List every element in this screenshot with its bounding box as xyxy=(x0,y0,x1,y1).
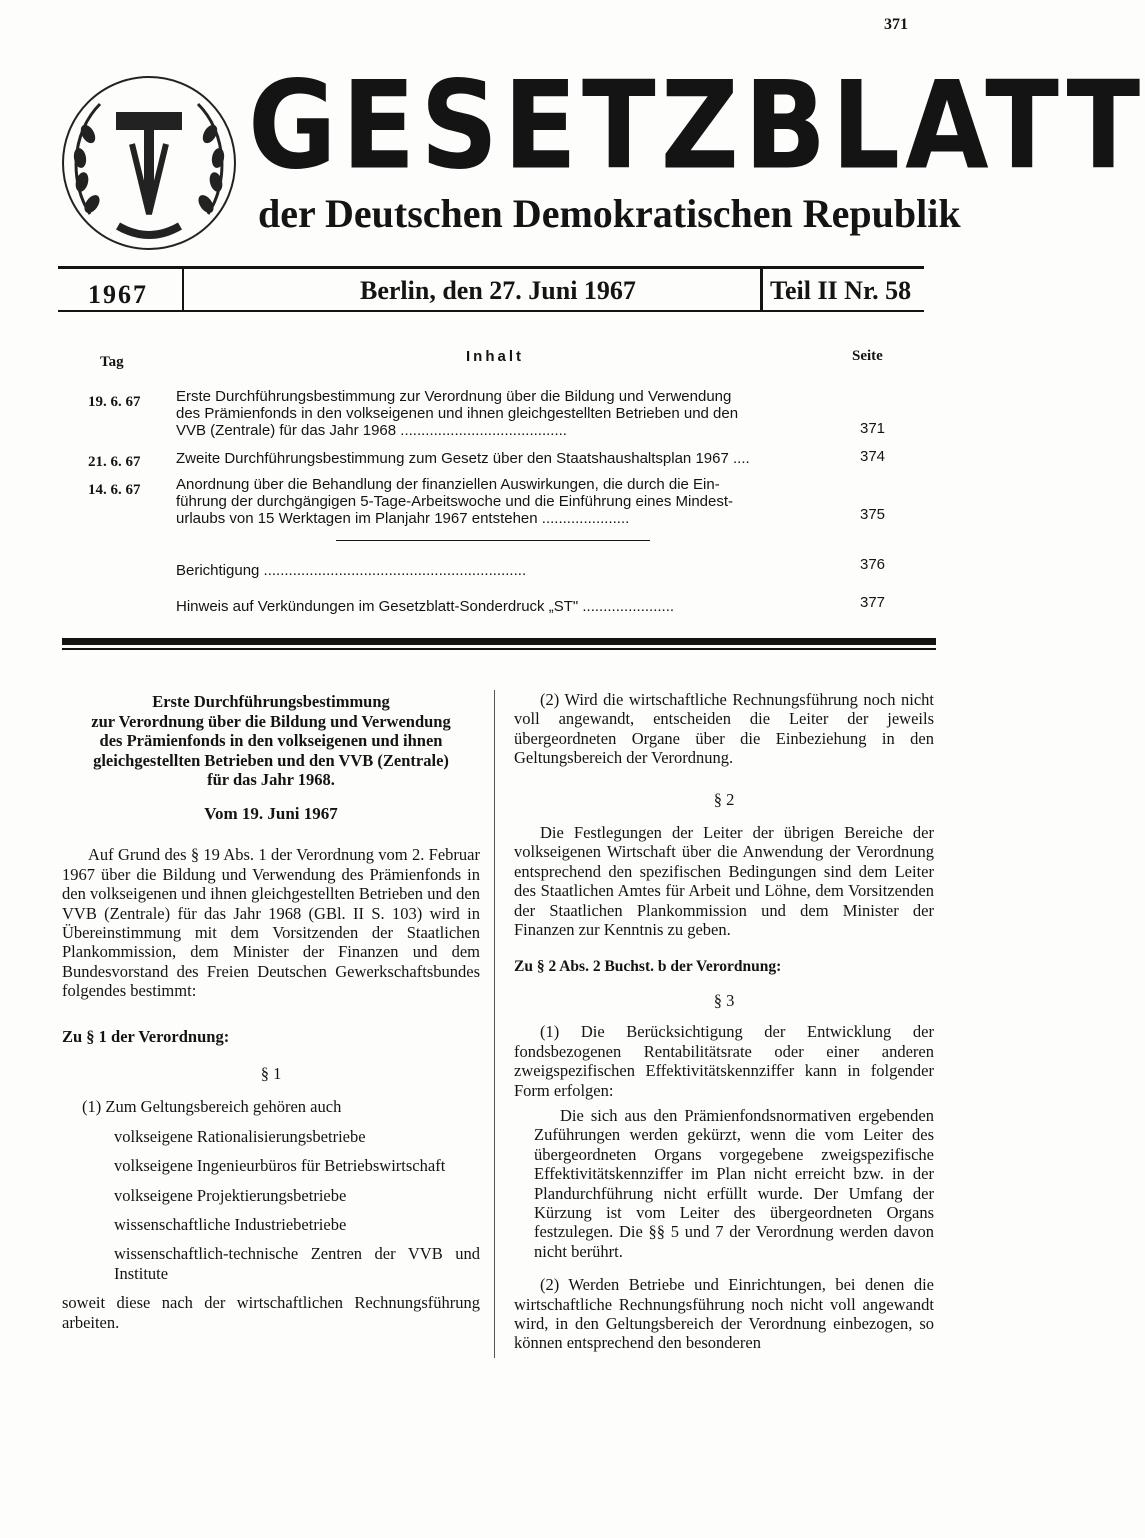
state-emblem-icon xyxy=(60,74,238,252)
toc-entry-page: 377 xyxy=(860,594,886,611)
section-rule-thin xyxy=(62,648,936,650)
column-divider xyxy=(494,690,495,1358)
list-item: wissenschaftliche Industriebetriebe xyxy=(114,1215,347,1235)
list-item: wissenschaftlich-technische Zentren der VVB und Institute xyxy=(114,1244,480,1283)
bottom-rule xyxy=(58,310,924,312)
section-reference: Zu § 2 Abs. 2 Buchst. b der Verordnung: xyxy=(514,958,782,976)
toc-header-page: Seite xyxy=(852,348,883,364)
toc-entry-title[interactable]: Anordnung über die Behandlung der finanziellen Auswirkungen, die durch die Ein- führung der durchgängigen 5-Tage-Arbeitswoche und die Einführung eines Mindest- urlaubs von 15 Werktagen im Planjahr 1967 entstehen ..................... xyxy=(176,476,734,527)
toc-entry-page: 375 xyxy=(860,506,886,523)
right-column xyxy=(514,690,934,1353)
toc-entry-date: 14. 6. 67 xyxy=(88,482,141,498)
paragraph-sign: § 3 xyxy=(713,990,735,1010)
top-rule xyxy=(58,266,924,269)
toc-entry-date: 21. 6. 67 xyxy=(88,454,141,470)
preamble-text: Auf Grund des § 19 Abs. 1 der Verordnung vom 2. Februar 1967 über die Bildung und Verwendung des Prämienfonds in den volkseigenen und ihnen gleichgestellten Betrieben und den VVB (Zentrale) für das Jahr 1968 (GBl. II S. 103) wird in Übereinstimmung mit dem Vorsitzenden der Staatlichen Plankommission, dem Minister der Finanzen und dem Bundesvorstand des Freien Deutschen Gewerkschaftsbundes folgendes bestimmt: xyxy=(62,845,480,1001)
toc-entry-title[interactable]: Zweite Durchführungsbestimmung zum Gesetz über den Staatshaushaltsplan 1967 .... xyxy=(176,450,750,467)
list-item: volkseigene Ingenieurbüros für Betriebswirtschaft xyxy=(114,1156,446,1176)
section-rule-thick xyxy=(62,638,936,645)
masthead-subtitle: der Deutschen Demokratischen Republik xyxy=(258,191,961,236)
decree-heading: Erste Durchführungsbestimmung zur Verordnung über die Bildung und Verwendung des Prämienfonds in den volkseigenen und ihnen gleichgestellten Betrieben und den VVB (Zentrale) für das Jahr 1968. xyxy=(91,692,451,790)
page-number: 371 xyxy=(884,16,908,33)
toc-entry-title[interactable]: Hinweis auf Verkündungen im Gesetzblatt-Sonderdruck „ST" ...................... xyxy=(176,598,675,615)
issue-number: Teil II Nr. 58 xyxy=(770,276,912,305)
paragraph-text: (1) Die Berücksichtigung der Entwicklung der fondsbezogenen Rentabilitätsrate oder einer anderen zweigspezifischen Effektivitätskennziffer kann in folgender Form erfolgen: xyxy=(514,1022,934,1100)
toc-divider xyxy=(336,540,650,541)
paragraph-intro: (1) Zum Geltungsbereich gehören auch xyxy=(82,1097,342,1117)
toc-header-title: Inhalt xyxy=(466,348,524,365)
toc-header-date: Tag xyxy=(100,354,124,370)
list-item: volkseigene Rationalisierungsbetriebe xyxy=(114,1126,366,1146)
decree-date: Vom 19. Juni 1967 xyxy=(204,803,338,823)
paragraph-closing: soweit diese nach der wirtschaftlichen Rechnungsführung arbeiten. xyxy=(62,1293,480,1332)
scope-list xyxy=(62,1127,480,1283)
paragraph-text: Die Festlegungen der Leiter der übrigen Bereiche der volkseigenen Wirtschaft über die Anwendung der Verordnung entsprechend den spezifischen Bedingungen sind dem Leiter des Staatlichen Amtes für Arbeit und Löhne, dem Vorsitzenden der Staatlichen Plankommission und dem Minister der Finanzen zur Kenntnis zu geben. xyxy=(514,823,934,940)
paragraph-sign: § 2 xyxy=(713,789,735,809)
separator-left xyxy=(182,266,184,312)
paragraph-text: (2) Werden Betriebe und Einrichtungen, bei denen die wirtschaftliche Rechnungsführung noch nicht voll angewandt wird, in den Geltungsbereich der Verordnung einbezogen, so können entsprechend den besonderen xyxy=(514,1275,934,1353)
toc-entry-title[interactable]: Berichtigung ............................................................... xyxy=(176,562,527,579)
paragraph-sign: § 1 xyxy=(260,1064,282,1084)
list-item: volkseigene Projektierungsbetriebe xyxy=(114,1185,347,1205)
toc-entry-title[interactable]: Erste Durchführungsbestimmung zur Verordnung über die Bildung und Verwendung des Prämienfonds in den volkseigenen und ihnen gleichgestellten Betrieben und den VVB (Zentrale) für das Jahr 1968 ........................................ xyxy=(176,388,739,439)
toc-entry-date: 19. 6. 67 xyxy=(88,394,141,410)
separator-right xyxy=(760,266,763,312)
toc-entry-page: 376 xyxy=(860,556,886,573)
paragraph-text: (2) Wird die wirtschaftliche Rechnungsführung noch nicht voll angewandt, entscheiden die Leiter der jeweils übergeordneten Organe über die Einbeziehung in den Geltungsbereich der Verordnung. xyxy=(514,690,934,768)
quoted-rule-text: Die sich aus den Prämienfondsnormativen ergebenden Zuführungen werden gekürzt, wenn die vom Leiter des übergeordneten Organs vorgegebene zweigspezifische Effektivitätskennziffer im Plan nicht erreicht bzw. in der Plandurchführung nicht erfüllt wurde. Der Umfang der Kürzung ist vom Leiter des übergeordneten Organs festzulegen. Die §§ 5 und 7 der Verordnung werden davon nicht berührt. xyxy=(534,1105,934,1261)
toc-entry-page: 374 xyxy=(860,448,886,465)
toc-entry-page: 371 xyxy=(860,420,886,437)
masthead-title: GESETZBLATT xyxy=(248,56,1145,197)
section-reference: Zu § 1 der Verordnung: xyxy=(62,1026,230,1046)
issue-year: 1967 xyxy=(88,280,148,309)
left-column xyxy=(62,692,480,1332)
issue-date: Berlin, den 27. Juni 1967 xyxy=(360,276,636,305)
